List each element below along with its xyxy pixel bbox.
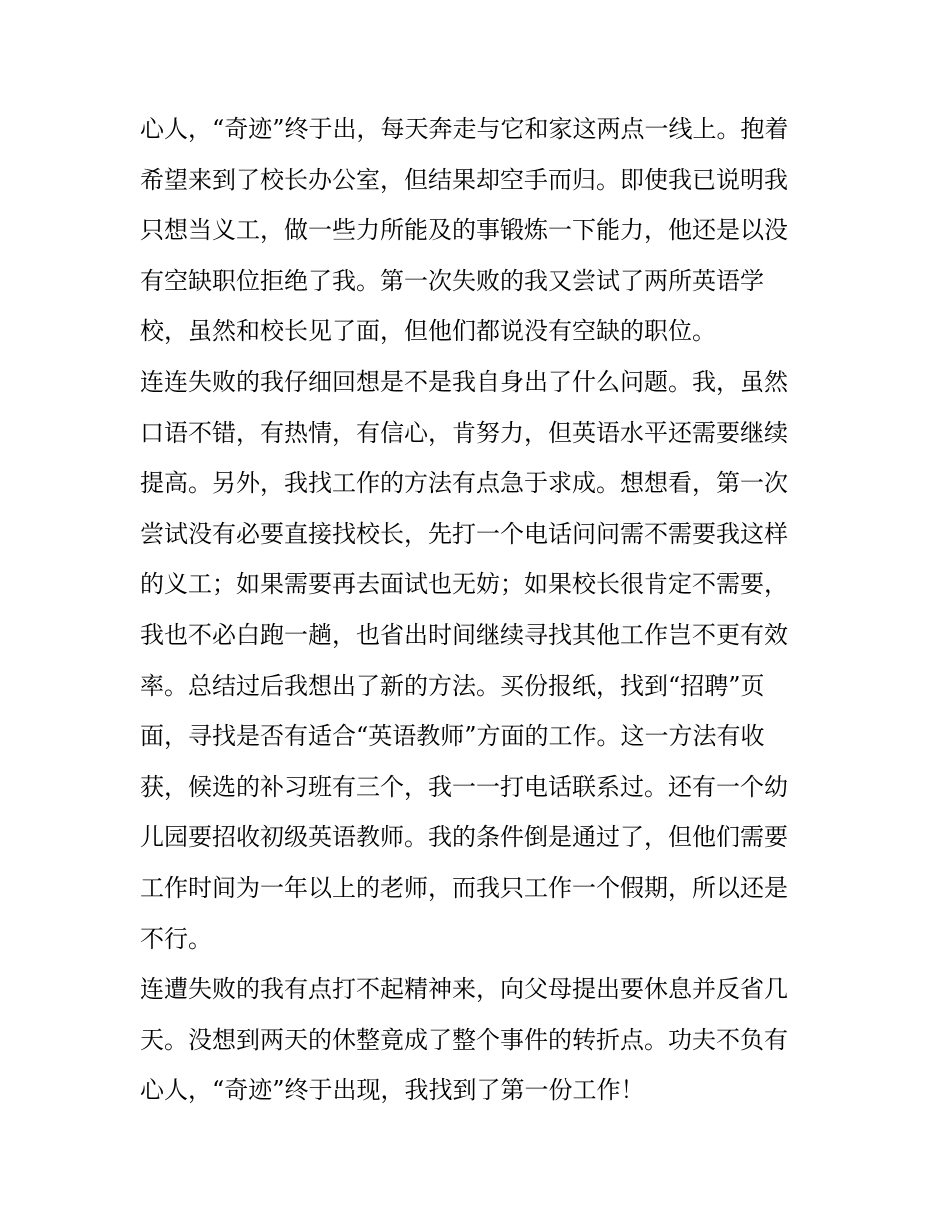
text-line-15: 儿园要招收初级英语教师。我的条件倒是通过了，但他们需要 — [140, 823, 788, 852]
text-line-16: 工作时间为一年以上的老师，而我只工作一个假期，所以还是 — [140, 873, 788, 902]
document-body — [140, 104, 820, 1116]
text-line-18: 连遭失败的我有点打不起精神来，向父母提出要休息并反省几 — [140, 975, 788, 1004]
text-line-11: 我也不必白跑一趟，也省出时间继续寻找其他工作岂不更有效 — [140, 620, 788, 649]
text-line-17: 不行。 — [140, 924, 212, 953]
text-line-10: 的义工；如果需要再去面试也无妨；如果校长很肯定不需要， — [140, 570, 788, 599]
text-line-4: 有空缺职位拒绝了我。第一次失败的我又尝试了两所英语学 — [140, 266, 764, 295]
text-line-6: 连连失败的我仔细回想是不是我自身出了什么问题。我，虽然 — [140, 367, 788, 396]
text-line-14: 获，候选的补习班有三个，我一一打电话联系过。还有一个幼 — [140, 772, 788, 801]
text-line-9: 尝试没有必要直接找校长，先打一个电话问问需不需要我这样 — [140, 519, 788, 548]
text-line-2: 希望来到了校长办公室，但结果却空手而归。即使我已说明我 — [140, 165, 788, 194]
text-line-13: 面，寻找是否有适合“英语教师”方面的工作。这一方法有收 — [140, 722, 765, 751]
text-line-20: 心人，“奇迹”终于出现，我找到了第一份工作！ — [140, 1076, 645, 1105]
text-line-3: 只想当义工，做一些力所能及的事锻炼一下能力，他还是以没 — [140, 216, 788, 245]
text-line-5: 校，虽然和校长见了面，但他们都说没有空缺的职位。 — [140, 317, 716, 346]
text-line-8: 提高。另外，我找工作的方法有点急于求成。想想看，第一次 — [140, 469, 788, 498]
text-line-19: 天。没想到两天的休整竟成了整个事件的转折点。功夫不负有 — [140, 1025, 788, 1054]
text-line-1: 心人，“奇迹”终于出，每天奔走与它和家这两点一线上。抱着 — [140, 115, 789, 143]
text-line-7: 口语不错，有热情，有信心，肯努力，但英语水平还需要继续 — [140, 418, 788, 447]
text-line-12: 率。总结过后我想出了新的方法。买份报纸，找到“招聘”页 — [140, 671, 765, 700]
